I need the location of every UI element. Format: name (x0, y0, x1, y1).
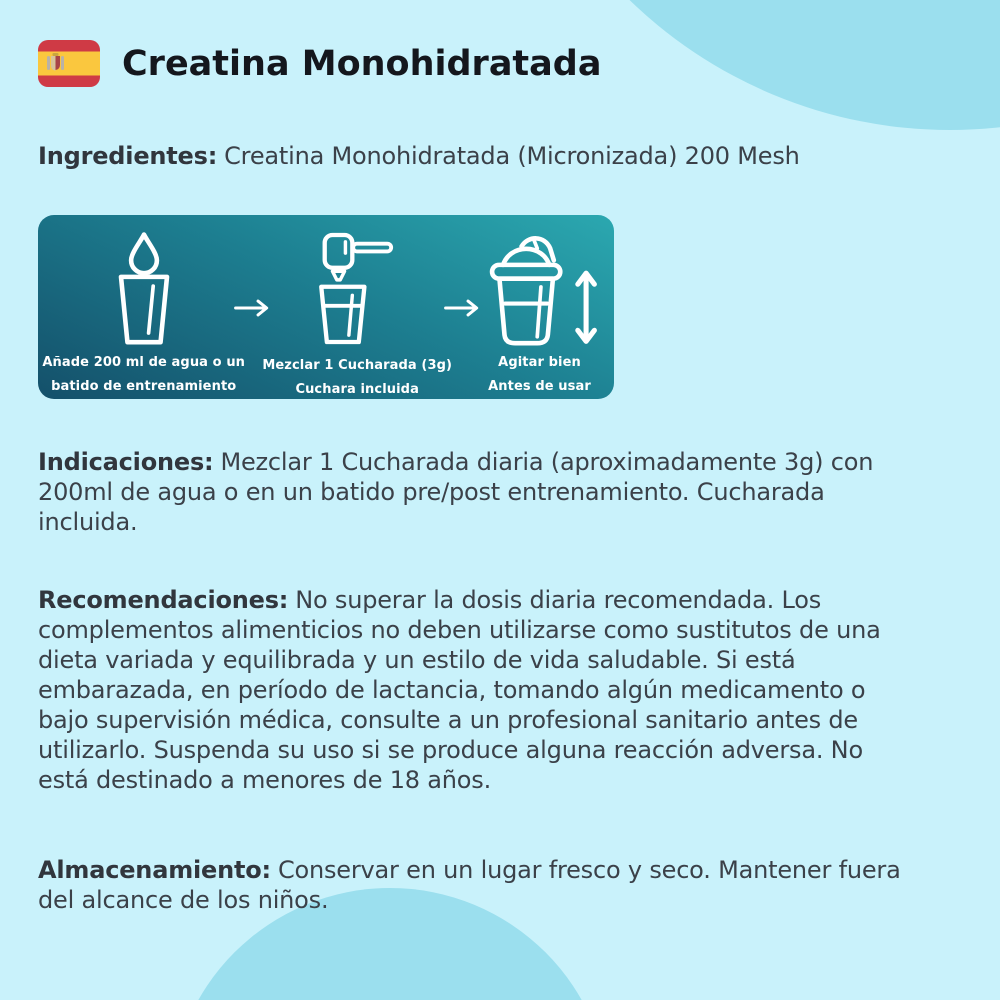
caption-line: Agitar bien (498, 355, 581, 370)
indicaciones-paragraph (38, 447, 906, 537)
spain-flag-icon (38, 40, 100, 87)
header (38, 40, 601, 87)
scoop-glass-icon (304, 228, 411, 349)
caption-line: Antes de usar (488, 379, 591, 394)
caption-line: Mezclar 1 Cucharada (3g) (262, 358, 453, 373)
arrow-right-icon (443, 296, 481, 320)
indicaciones-value: Mezclar 1 Cucharada diaria (aproximadamente 3g) con 200ml de agua o en un batido pre/post entrenamiento. Cucharada incluida. (38, 448, 874, 536)
ingredients-label: Ingredientes: (38, 142, 218, 170)
caption-line: Cuchara incluida (295, 382, 419, 397)
indicaciones-label: Indicaciones: (38, 448, 214, 476)
step-caption (42, 351, 245, 399)
almacenamiento-value: Conservar en un lugar fresco y seco. Mantener fuera del alcance de los niños. (38, 856, 901, 914)
caption-line: Añade 200 ml de agua o un (42, 355, 246, 370)
ingredients-paragraph (38, 141, 906, 171)
step-caption (262, 354, 452, 402)
shake-updown-arrow (577, 273, 594, 341)
usage-instructions-panel (38, 215, 614, 399)
step-shake (481, 228, 598, 394)
almacenamiento-paragraph (38, 855, 906, 915)
water-glass-drop-icon (98, 228, 190, 346)
shaker-bottle-icon (479, 228, 601, 346)
arrow-right-icon (233, 296, 271, 320)
step-caption (488, 351, 591, 399)
recomendaciones-paragraph (38, 585, 906, 795)
step-mix-scoop (262, 228, 453, 397)
spain-coat-of-arms (47, 53, 64, 74)
recomendaciones-label: Recomendaciones: (38, 586, 289, 614)
recomendaciones-value: No superar la dosis diaria recomendada. Los complementos alimenticios no deben utilizarse como sustitutos de una dieta variada y equilibrada y un estilo de vida saludable. Si está embarazada, en período de lactancia, tomando algún medicamento o bajo supervisión médica, consulte a un profesional sanitario antes de utilizarlo. Suspenda su uso si se produce alguna reacción adversa. No está destinado a menores de 18 años. (38, 586, 881, 794)
ingredients-value: Creatina Monohidratada (Micronizada) 200 Mesh (224, 142, 800, 170)
almacenamiento-label: Almacenamiento: (38, 856, 271, 884)
caption-line: batido de entrenamiento (51, 379, 237, 394)
page-title: Creatina Monohidratada (122, 43, 602, 84)
step-add-water (42, 228, 246, 394)
